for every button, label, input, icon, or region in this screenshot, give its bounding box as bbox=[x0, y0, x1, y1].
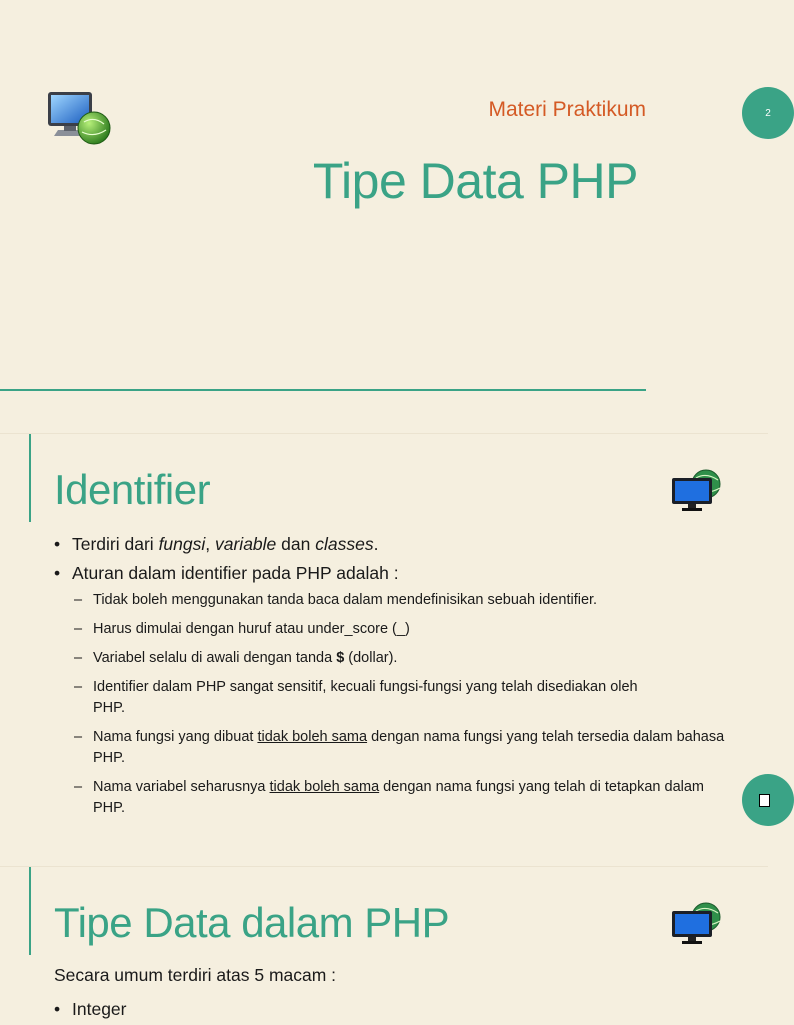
monitor-globe-icon bbox=[670, 901, 722, 947]
missing-glyph-icon bbox=[759, 794, 770, 807]
page-number-badge: 2 bbox=[742, 87, 794, 139]
intro-text: Secara umum terdiri atas 5 macam : bbox=[54, 965, 337, 985]
identifier-bullets bbox=[54, 530, 734, 827]
list-item: – Harus dimulai dengan huruf atau under_score (_) bbox=[72, 619, 734, 640]
slide-data-types bbox=[0, 866, 768, 1025]
divider-line bbox=[0, 389, 646, 391]
list-item: • Terdiri dari fungsi, variable dan classes. bbox=[54, 530, 734, 559]
section-title: Tipe Data dalam PHP bbox=[54, 899, 450, 946]
page-number-badge bbox=[742, 774, 794, 826]
type-list bbox=[54, 995, 126, 1024]
list-item: – Identifier dalam PHP sangat sensitif, kecuali fungsi-fungsi yang telah disediakan oleh PHP. bbox=[72, 677, 734, 719]
slide-title bbox=[0, 0, 771, 432]
slide-identifier bbox=[0, 433, 768, 866]
accent-bar bbox=[29, 867, 31, 955]
list-item: – Variabel selalu di awali dengan tanda $ (dollar). bbox=[72, 648, 734, 669]
list-item: – Nama fungsi yang dibuat tidak boleh sama dengan nama fungsi yang telah tersedia dalam bahasa PHP. bbox=[72, 727, 734, 769]
list-item: – Nama variabel seharusnya tidak boleh sama dengan nama fungsi yang telah di tetapkan dalam PHP. bbox=[72, 777, 734, 819]
globe-monitor-icon bbox=[44, 86, 114, 148]
list-item: • Aturan dalam identifier pada PHP adalah : – Tidak boleh menggunakan tanda baca dalam mendefinisikan sebuah identifier. – Harus dimulai dengan huruf atau under_score (_) – Variabel selalu di awali dengan tanda $ (dollar). – Identifier dalam PHP sangat sensitif, kecuali fungsi-fungsi yang telah disediakan oleh PHP. – Nama fungsi yang dibuat tidak boleh sama dengan nama fungsi yang telah tersedia dalam bahasa PHP. – Nama variabel seharusnya tidak boleh sama dengan nama fungsi yang telah di tetapkan dalam PHP. bbox=[54, 559, 734, 819]
rules-sublist bbox=[72, 590, 734, 819]
list-item: • Integer bbox=[54, 995, 126, 1024]
monitor-globe-icon bbox=[670, 468, 722, 514]
accent-bar bbox=[29, 434, 31, 522]
slide-subtitle: Materi Praktikum bbox=[488, 98, 646, 121]
slide-title-text: Tipe Data PHP bbox=[312, 153, 638, 209]
section-title: Identifier bbox=[54, 466, 211, 513]
list-item: – Tidak boleh menggunakan tanda baca dalam mendefinisikan sebuah identifier. bbox=[72, 590, 734, 611]
